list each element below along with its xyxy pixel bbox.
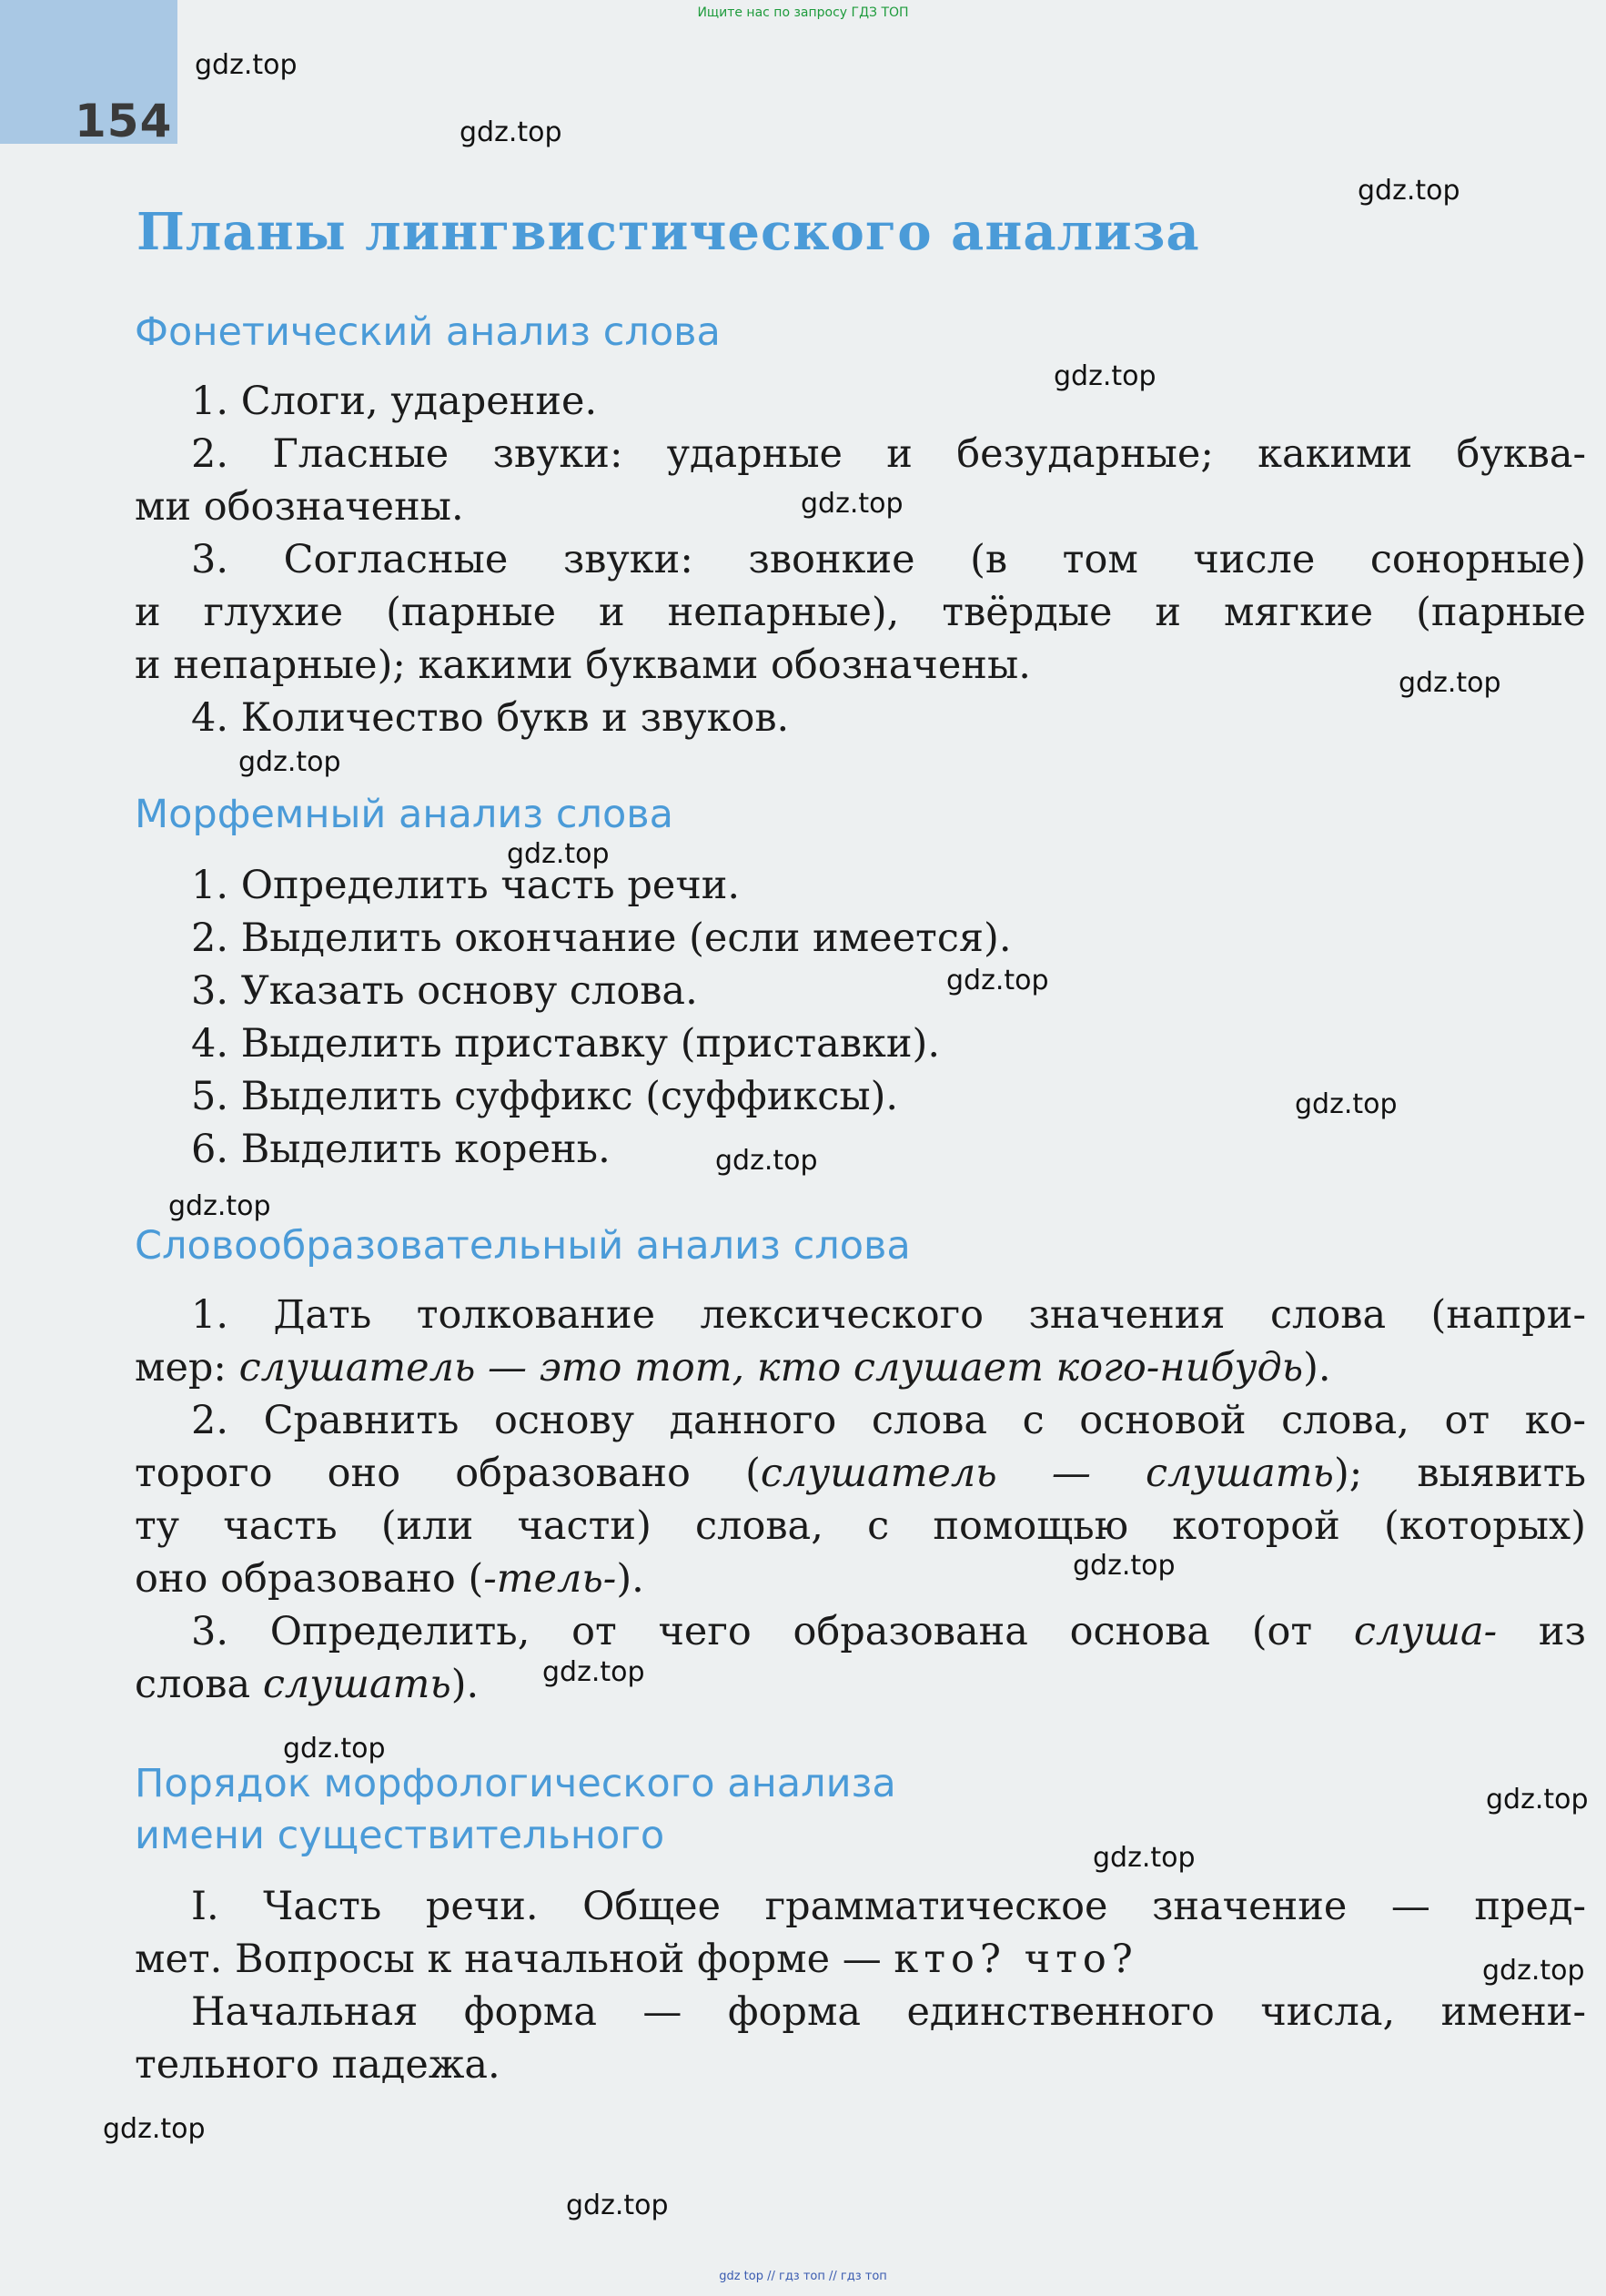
paragraph-line: I. Часть речи. Общее грамматическое значение — пред- bbox=[191, 1884, 1586, 1929]
list-item: 4. Выделить приставку (приставки). bbox=[191, 1021, 941, 1067]
paragraph-line: Начальная форма — форма единственного числа, имени- bbox=[191, 1989, 1586, 2035]
list-item: 2. Выделить окончание (если имеется). bbox=[191, 915, 1012, 961]
watermark: gdz.top bbox=[1295, 1088, 1398, 1120]
heading-derivational: Словообразовательный анализ слова bbox=[135, 1223, 911, 1269]
paragraph-line: оно образовано (-тель-). bbox=[135, 1556, 644, 1602]
list-item: 3. Указать основу слова. bbox=[191, 968, 698, 1014]
list-item: и глухие (парные и непарные), твёрдые и мягкие (парные bbox=[135, 590, 1586, 635]
watermark: gdz.top bbox=[1358, 175, 1460, 207]
page-title: Планы лингвистического анализа bbox=[136, 202, 1200, 262]
heading-phonetic: Фонетический анализ слова bbox=[135, 309, 721, 355]
heading-morphemic: Морфемный анализ слова bbox=[135, 792, 673, 837]
paragraph-line: мер: слушатель — это тот, кто слушает кого-нибудь). bbox=[135, 1345, 1331, 1391]
watermark: gdz.top bbox=[1093, 1842, 1196, 1874]
paragraph-line: тельного падежа. bbox=[135, 2042, 500, 2088]
watermark: gdz.top bbox=[801, 488, 904, 520]
watermark: gdz.top bbox=[946, 965, 1049, 996]
watermark: gdz.top bbox=[168, 1190, 271, 1222]
heading-morphological-line1: Порядок морфологического анализа bbox=[135, 1761, 896, 1806]
paragraph-line: торого оно образовано (слушатель — слушать); выявить bbox=[135, 1451, 1586, 1496]
list-item: 4. Количество букв и звуков. bbox=[191, 695, 790, 741]
watermark: gdz.top bbox=[507, 838, 610, 870]
watermark: gdz.top bbox=[1054, 360, 1157, 392]
heading-morphological-line2: имени существительного bbox=[135, 1813, 665, 1858]
paragraph-line: 1. Дать толкование лексического значения слова (напри- bbox=[191, 1292, 1586, 1338]
watermark: gdz.top bbox=[1486, 1784, 1589, 1816]
watermark: gdz.top bbox=[103, 2113, 206, 2145]
watermark: gdz.top bbox=[715, 1145, 818, 1177]
list-item: 1. Слоги, ударение. bbox=[191, 379, 598, 424]
paragraph-line: 3. Определить, от чего образована основа (от слуша- из bbox=[191, 1609, 1586, 1654]
watermark: gdz.top bbox=[1482, 1955, 1585, 1987]
paragraph-line: ту часть (или части) слова, с помощью которой (которых) bbox=[135, 1503, 1586, 1549]
watermark: gdz.top bbox=[566, 2190, 669, 2221]
morphological-text bbox=[135, 1880, 1586, 2091]
list-item: 3. Согласные звуки: звонкие (в том числе сонорные) bbox=[191, 537, 1586, 582]
top-note: Ищите нас по запросу ГДЗ ТОП bbox=[697, 5, 909, 20]
paragraph-line: слова слушать). bbox=[135, 1662, 480, 1707]
page-number: 154 bbox=[75, 95, 173, 147]
list-item: 5. Выделить суффикс (суффиксы). bbox=[191, 1074, 899, 1119]
watermark: gdz.top bbox=[1073, 1550, 1176, 1582]
watermark: gdz.top bbox=[542, 1656, 645, 1688]
watermark: gdz.top bbox=[238, 746, 341, 778]
list-item: 6. Выделить корень. bbox=[191, 1127, 611, 1172]
bottom-note: gdz top // гдз топ // гдз топ bbox=[719, 2270, 887, 2283]
derivational-text bbox=[135, 1289, 1586, 1711]
watermark: gdz.top bbox=[195, 49, 298, 81]
list-item: 2. Гласные звуки: ударные и безударные; какими буква- bbox=[191, 431, 1586, 477]
morphemic-list bbox=[135, 859, 1586, 1176]
paragraph-line: 2. Сравнить основу данного слова с основой слова, от ко- bbox=[191, 1398, 1586, 1443]
list-item: 1. Определить часть речи. bbox=[191, 863, 741, 908]
list-item: и непарные); какими буквами обозначены. bbox=[135, 642, 1031, 688]
watermark: gdz.top bbox=[283, 1733, 386, 1765]
list-item: ми обозначены. bbox=[135, 484, 464, 530]
watermark: gdz.top bbox=[1399, 667, 1501, 699]
paragraph-line: мет. Вопросы к начальной форме — кто? что? bbox=[135, 1937, 1138, 1982]
watermark: gdz.top bbox=[460, 116, 562, 148]
phonetic-list bbox=[135, 375, 1586, 744]
